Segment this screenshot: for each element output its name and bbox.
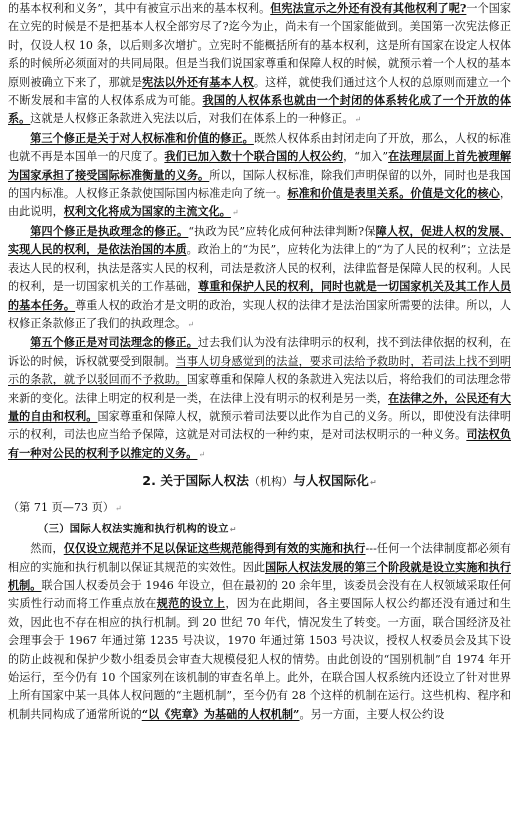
underlined-text: 第四个修正是执政理念的修正。 (30, 224, 189, 238)
underlined-text: 仅仅设立规范并不足以保证这些规范能得到有效的实施和执行 (63, 542, 366, 556)
text: 一个国家在立宪的时候是不是把基本人权全部穷尽了?迄今为止，尚未有一个国家能做到。美国第一次宪法修正时，仅设人权 10 条，以后则多次增扩。立宪时不能概括所有的基本权利，这是所有国家在设定人权体系的时候所必须面对的共同局限。但是当我们说国家尊重和保障人权的时候，就预示着一个人权的基本原则被确立下来了，那就是 (8, 2, 512, 89)
section-heading (8, 470, 511, 494)
text: 联合国人权委员会于 1946 年设立，但在最初的 20 余年里，该委员会没有在人权领域采取任何实质性行动而将工作重点放在 (8, 578, 511, 611)
text: 过去我们认为没有法律明示的权利，找不到法律依据的权利，在诉讼的时候，诉权就要受到限制。 (8, 336, 511, 368)
underlined-text: 司法权负有一种对公民的权利予以推定的义务。 (8, 428, 511, 460)
underlined-text: 但宪法宣示之外还有没有其他权利了呢? (270, 2, 467, 15)
text: ---任何一个法律制度都必须有相应的实施和执行机制以保证其规范的实效性。因此 (8, 542, 511, 574)
paragraph-open-rights-system (8, 0, 511, 130)
text: 国家尊重和保障人权，就预示着司法要以此作为自己的义务。所以，即使没有法律明示的权利，司法也应当给予保障，这就是对司法权的一种约束，是对司法权明示的一种义务。 (8, 409, 511, 442)
underlined-text: 权利文化将成为国家的主流文化。 (63, 205, 231, 219)
text: 所以，国际人权标准，除我们声明保留的以外，同时也是我国的国内标准。人权修正条款使国际国内标准走向了统一。 (8, 168, 511, 201)
text: 。另一方面，主要人权公约设 (299, 707, 445, 721)
text: “执政为民”应转化成何种法律判断?保 (188, 224, 376, 238)
paragraph-implementation-mechanisms (8, 540, 511, 724)
underlined-text: 在法律之外，公民还有大量的自由和权利。 (8, 391, 511, 423)
page-reference-text: （第 71 页—73 页） (8, 501, 115, 515)
underlined-text: 第三个修正是关于对人权标准和价值的修正。 (30, 131, 254, 145)
underlined-text: 当事人切身感觉到的法益，要求司法给予救助时，若司法上找不到明示的条款，就予以驳回而不予救助。 (8, 354, 511, 387)
paragraph-mark-icon: ↵ (354, 115, 362, 125)
text: 。这样，就使我们通过这个人权的总原则而建立一个不断发展和丰富的人权体系成为可能。 (8, 75, 511, 108)
text: 这就是人权修正条款进入宪法以后，对我们在体系上的一种修正。 (30, 112, 354, 126)
heading-main: 2. 关于国际人权法 (142, 473, 249, 489)
text: 然而， (30, 542, 64, 556)
underlined-text: 尊重和保护人民的权利，同时也就是一切国家机关及其工作人员的基本任务。 (8, 280, 511, 312)
text: ，因为在此期间，各主要国际人权公约都还没有通过和生效，因此也不存在相应的执行机制。到 20 世纪 70 年代，情况发生了转变。一方面，联合国经济及社会理事会于 1967 年通过第 1235 号决议，1970 年通过第 1503 号决议，授权人权委员会及其下设的防止歧视和保护少数小组委员会审查大规模侵犯人权的情势。由此创设的“国别机制”自 1974 年开始运行，至今仍有 10 个国家列在该机制的审查名单上。此外，在联合国人权系统内还设立了针对世界上所有国家中某一具体人权问题的“主题机制”，至今仍有 28 个这样的机制在运行。这些机构、程序和机制共同构成了通常所说的 (8, 597, 511, 721)
underlined-text: “以《宪章》为基础的人权机制” (141, 707, 300, 721)
text: ，“加入” (343, 150, 389, 164)
underlined-text: 标准和价值是表里关系。价值是文化的核心 (287, 187, 500, 201)
paragraph-third-amendment (8, 130, 511, 223)
paragraph-mark-icon: ↵ (198, 449, 206, 459)
underlined-text: 国际人权法发展的第三个阶段就是设立实施和执行机制。 (8, 560, 511, 592)
subsection-heading-text: （三）国际人权法实施和执行机构的设立 (38, 523, 229, 536)
heading-tail: 与人权国际化 (293, 473, 369, 489)
underlined-text: 宪法以外还有基本人权 (142, 75, 254, 89)
paragraph-fifth-amendment (8, 334, 511, 464)
text: 既然人权体系由封闭走向了开放，那么，人权的标准也就不再是本国单一的尺度了。 (8, 131, 511, 164)
underlined-text: 第五个修正是对司法理念的修正。 (30, 336, 198, 350)
underlined-text: 我国的人权体系也就由一个封闭的体系转化成了一个开放的体系。 (8, 94, 511, 126)
underlined-text: 在法理层面上首先被理解为国家承担了接受国际标准衡量的义务。 (8, 150, 511, 182)
page-reference (8, 498, 511, 519)
text: 尊重人权的政治才是文明的政治，实现人权的法律才是法治国家所需要的法律。所以，人权修正条款修正了我们的执政理念。 (8, 298, 511, 330)
underlined-text: 障人权，促进人权的发展、实现人民的权利，是依法治国的本质 (8, 224, 512, 257)
paragraph-mark-icon: ↵ (229, 525, 237, 535)
heading-sub: （机构） (248, 475, 294, 489)
underlined-text: 规范的设立上 (156, 597, 226, 611)
paragraph-mark-icon: ↵ (369, 478, 377, 488)
paragraph-fourth-amendment (8, 223, 511, 334)
paragraph-mark-icon: ↵ (115, 504, 122, 514)
text: 国家尊重和保障人权的条款进入宪法以后，将给我们的司法理念带来新的变化。法律上明定的权利是一类，在法律上没有明示的权利是另一类， (8, 373, 511, 405)
paragraph-mark-icon: ↵ (187, 319, 195, 329)
paragraph-mark-icon: ↵ (231, 208, 239, 218)
text: ，由此说明， (8, 187, 511, 219)
text: 的基本权利和义务”，其中有被宣示出来的基本权利。 (8, 2, 271, 15)
text: 。政治上的“为民”，应转化为法律上的“为了人民的权利”；立法是表达人民的权利，执法是落实人民的权利，司法是救济人民的权利，法律监督是保障人民的权利。人民的权利，是一切国家机关的工作基础， (8, 243, 511, 294)
underlined-text: 我们已加入数十个联合国的人权公约 (164, 150, 344, 164)
subsection-heading (38, 519, 511, 540)
